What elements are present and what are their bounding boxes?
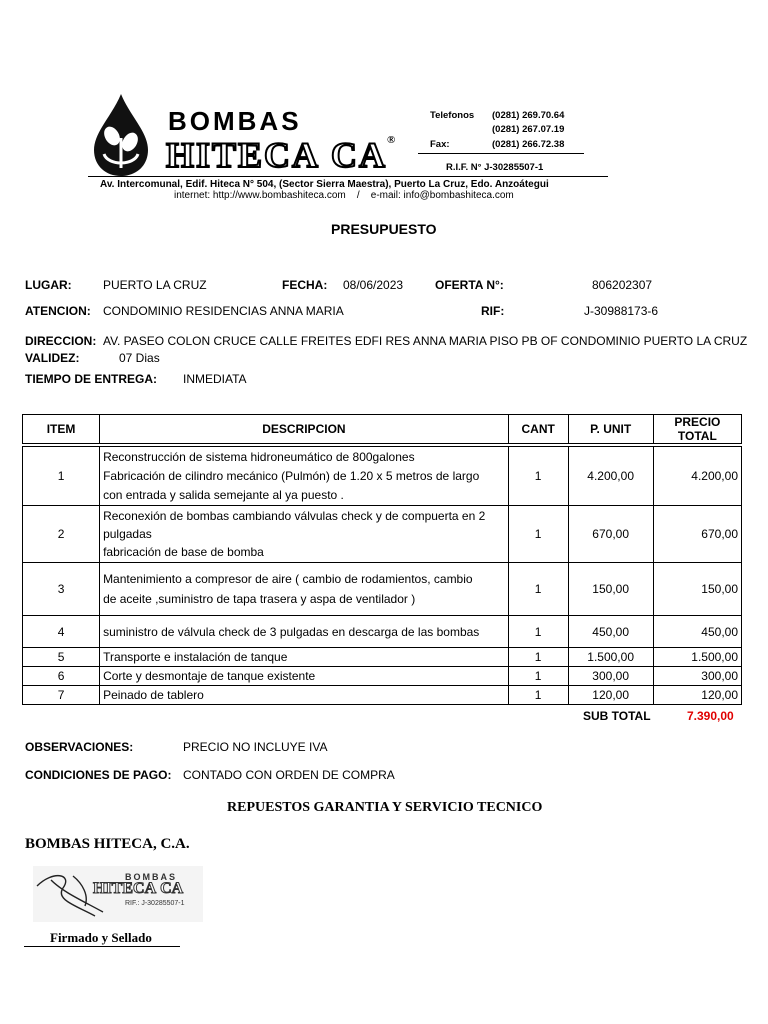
observaciones-value: PRECIO NO INCLUYE IVA — [183, 740, 328, 754]
direccion-value: AV. PASEO COLON CRUCE CALLE FREITES EDFI RES ANNA MARIA PISO PB OF CONDOMINIO PUERTO LA CRUZ — [103, 334, 748, 348]
atencion-label: ATENCION: — [25, 304, 91, 318]
lugar-label: LUGAR: — [25, 278, 72, 292]
subtotal-label: SUB TOTAL — [583, 709, 651, 723]
oferta-label: OFERTA N°: — [435, 278, 504, 292]
table-row — [23, 506, 742, 563]
item-number: 2 — [23, 506, 100, 563]
item-description: Corte y desmontaje de tanque existente — [100, 667, 509, 686]
item-cant: 1 — [508, 447, 568, 506]
atencion-value: CONDOMINIO RESIDENCIAS ANNA MARIA — [103, 304, 344, 318]
item-total-price: 120,00 — [653, 686, 741, 705]
item-description: Reconexión de bombas cambiando válvulas check y de compuerta en 2 pulgadas fabricación de base de bomba — [100, 506, 509, 563]
lugar-value: PUERTO LA CRUZ — [103, 278, 207, 292]
item-cant: 1 — [508, 563, 568, 616]
rif-text: R.I.F. N° J-30285507-1 — [446, 162, 544, 173]
item-number: 7 — [23, 686, 100, 705]
table-row — [23, 616, 742, 648]
item-total-price: 150,00 — [653, 563, 741, 616]
item-total-price: 4.200,00 — [653, 447, 741, 506]
item-total-price: 1.500,00 — [653, 648, 741, 667]
signed-label: Firmado y Sellado — [50, 930, 152, 945]
water-drop-logo-icon — [90, 92, 152, 178]
signature-line — [24, 946, 180, 947]
item-total-price: 450,00 — [653, 616, 741, 648]
col-header-precio-total: PRECIO TOTAL — [653, 415, 741, 444]
company-web-email: internet: http://www.bombashiteca.com / e-mail: info@bombashiteca.com — [174, 190, 514, 201]
items-table — [22, 446, 742, 705]
item-total-price: 670,00 — [653, 506, 741, 563]
fecha-label: FECHA: — [282, 278, 328, 292]
company-address: Av. Intercomunal, Edif. Hiteca N° 504, (Sector Sierra Maestra), Puerto La Cruz, Edo. Anzoátegui — [100, 179, 549, 190]
table-row — [23, 648, 742, 667]
item-description: suministro de válvula check de 3 pulgadas en descarga de las bombas — [100, 616, 509, 648]
item-cant: 1 — [508, 616, 568, 648]
signature-area — [33, 866, 203, 922]
item-unit-price: 4.200,00 — [568, 447, 653, 506]
item-cant: 1 — [508, 667, 568, 686]
table-row — [23, 563, 742, 616]
guarantee-text: REPUESTOS GARANTIA Y SERVICIO TECNICO — [227, 800, 543, 815]
items-header-table — [22, 414, 742, 444]
brand-name-text: HITECA CA® — [166, 134, 398, 175]
item-unit-price: 1.500,00 — [568, 648, 653, 667]
validez-value: 07 Dias — [119, 351, 160, 365]
col-header-descripcion: DESCRIPCION — [100, 415, 509, 444]
item-description: Reconstrucción de sistema hidroneumático de 800galones Fabricación de cilindro mecánico (Pulmón) de 1.20 x 5 metros de largo con entrada y salida semejante al ya puesto . — [100, 447, 509, 506]
oferta-value: 806202307 — [592, 278, 653, 292]
item-unit-price: 450,00 — [568, 616, 653, 648]
col-header-p-unit: P. UNIT — [568, 415, 653, 444]
item-description: Mantenimiento a compresor de aire ( cambio de rodamientos, cambio de aceite ,suministro de tapa trasera y aspa de ventilador ) — [100, 563, 509, 616]
fecha-value: 08/06/2023 — [343, 278, 404, 292]
item-number: 6 — [23, 667, 100, 686]
brand-top-text: BOMBAS — [168, 106, 302, 136]
fax-label: Fax: — [430, 139, 450, 150]
table-header-row — [23, 415, 742, 444]
table-row — [23, 447, 742, 506]
item-cant: 1 — [508, 506, 568, 563]
item-number: 1 — [23, 447, 100, 506]
entrega-value: INMEDIATA — [183, 372, 247, 386]
condiciones-pago-label: CONDICIONES DE PAGO: — [25, 768, 172, 782]
item-unit-price: 300,00 — [568, 667, 653, 686]
entrega-label: TIEMPO DE ENTREGA: — [25, 372, 158, 386]
col-header-cant: CANT — [508, 415, 568, 444]
fax-number: (0281) 266.72.38 — [492, 139, 565, 150]
item-unit-price: 120,00 — [568, 686, 653, 705]
table-row — [23, 686, 742, 705]
stamp-rif: RIF.: J-30285507-1 — [125, 900, 185, 907]
contact-divider — [418, 153, 584, 154]
item-cant: 1 — [508, 686, 568, 705]
table-row — [23, 667, 742, 686]
item-total-price: 300,00 — [653, 667, 741, 686]
subtotal-value: 7.390,00 — [687, 709, 734, 723]
item-description: Peinado de tablero — [100, 686, 509, 705]
page-title: PRESUPUESTO — [331, 221, 437, 237]
item-unit-price: 150,00 — [568, 563, 653, 616]
validez-label: VALIDEZ: — [25, 351, 80, 365]
stamp-name: HITECA CA — [93, 880, 184, 897]
item-number: 4 — [23, 616, 100, 648]
col-header-item: ITEM — [23, 415, 100, 444]
header-divider — [88, 176, 608, 177]
item-number: 3 — [23, 563, 100, 616]
rif-value: J-30988173-6 — [584, 304, 659, 318]
stamp-top: BOMBAS — [125, 872, 177, 882]
item-number: 5 — [23, 648, 100, 667]
direccion-label: DIRECCION: — [25, 334, 97, 348]
item-cant: 1 — [508, 648, 568, 667]
observaciones-label: OBSERVACIONES: — [25, 740, 134, 754]
phone-2: (0281) 267.07.19 — [492, 124, 565, 135]
item-description: Transporte e instalación de tanque — [100, 648, 509, 667]
phone-1: (0281) 269.70.64 — [492, 110, 565, 121]
phones-label: Telefonos — [430, 110, 475, 121]
item-unit-price: 670,00 — [568, 506, 653, 563]
company-name: BOMBAS HITECA, C.A. — [25, 836, 190, 852]
rif-label: RIF: — [481, 304, 505, 318]
condiciones-pago-value: CONTADO CON ORDEN DE COMPRA — [183, 768, 395, 782]
